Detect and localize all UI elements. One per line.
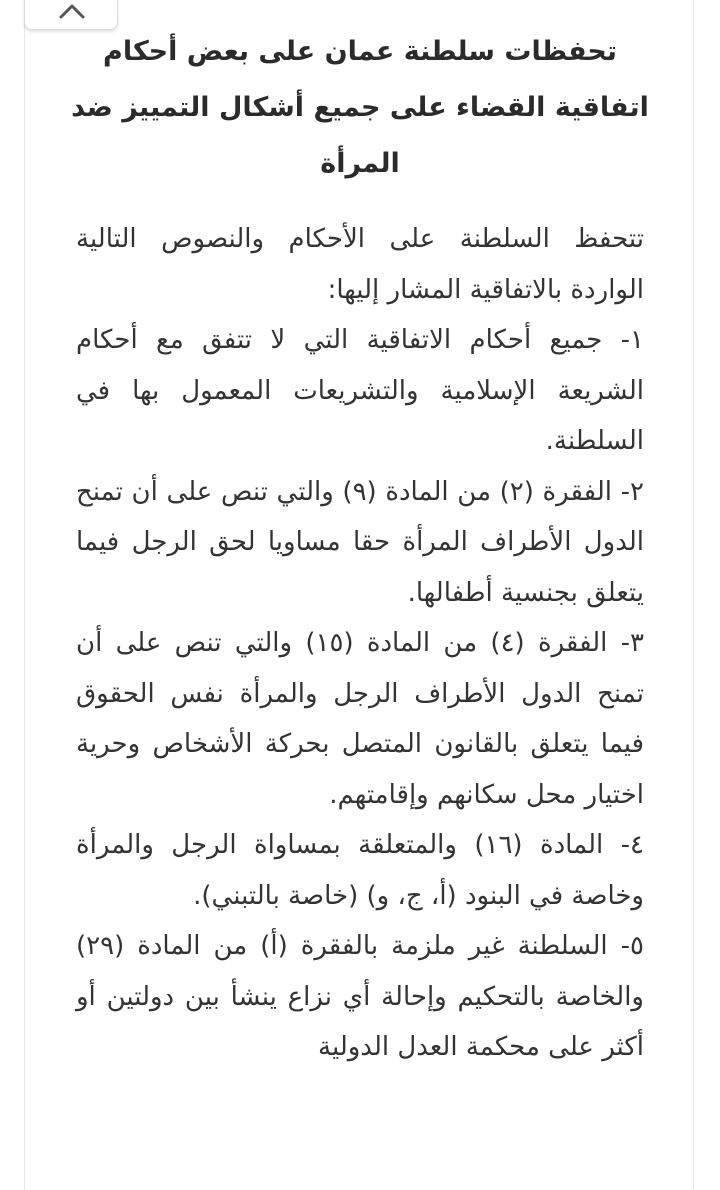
article-body	[76, 214, 644, 1073]
reservation-item-5: ٥- السلطنة غير ملزمة بالفقرة (أ) من المادة (٢٩) والخاصة بالتحكيم وإحالة أي نزاع ينشأ بين دولتين أو أكثر على محكمة العدل الدولية	[76, 931, 644, 1062]
reservation-item-3: ٣- الفقرة (٤) من المادة (١٥) والتي تنص على أن تمنح الدول الأطراف الرجل والمرأة نفس الحقوق فيما يتعلق بالقانون المتصل بحركة الأشخاص وحرية اختيار محل سكانهم وإقامتهم.	[76, 628, 644, 810]
page-title: تحفظات سلطنة عمان على بعض أحكام اتفاقية القضاء على جميع أشكال التمييز ضد المرأة	[71, 36, 649, 179]
intro-paragraph: تتحفظ السلطنة على الأحكام والنصوص التالية الواردة بالاتفاقية المشار إليها:	[76, 224, 644, 305]
reservation-item-2: ٢- الفقرة (٢) من المادة (٩) والتي تنص على أن تمنح الدول الأطراف المرأة حقا مساويا لحق الرجل فيما يتعلق بجنسية أطفالها.	[76, 476, 644, 608]
reservation-item-4: ٤- المادة (١٦) والمتعلقة بمساواة الرجل والمرأة وخاصة في البنود (أ، ج، و) (خاصة بالتبني).	[76, 830, 644, 911]
reservation-item-1: ١- جميع أحكام الاتفاقية التي لا تتفق مع أحكام الشريعة الإسلامية والتشريعات المعمول بها في السلطنة.	[76, 325, 644, 456]
chevron-up-icon	[59, 3, 85, 19]
